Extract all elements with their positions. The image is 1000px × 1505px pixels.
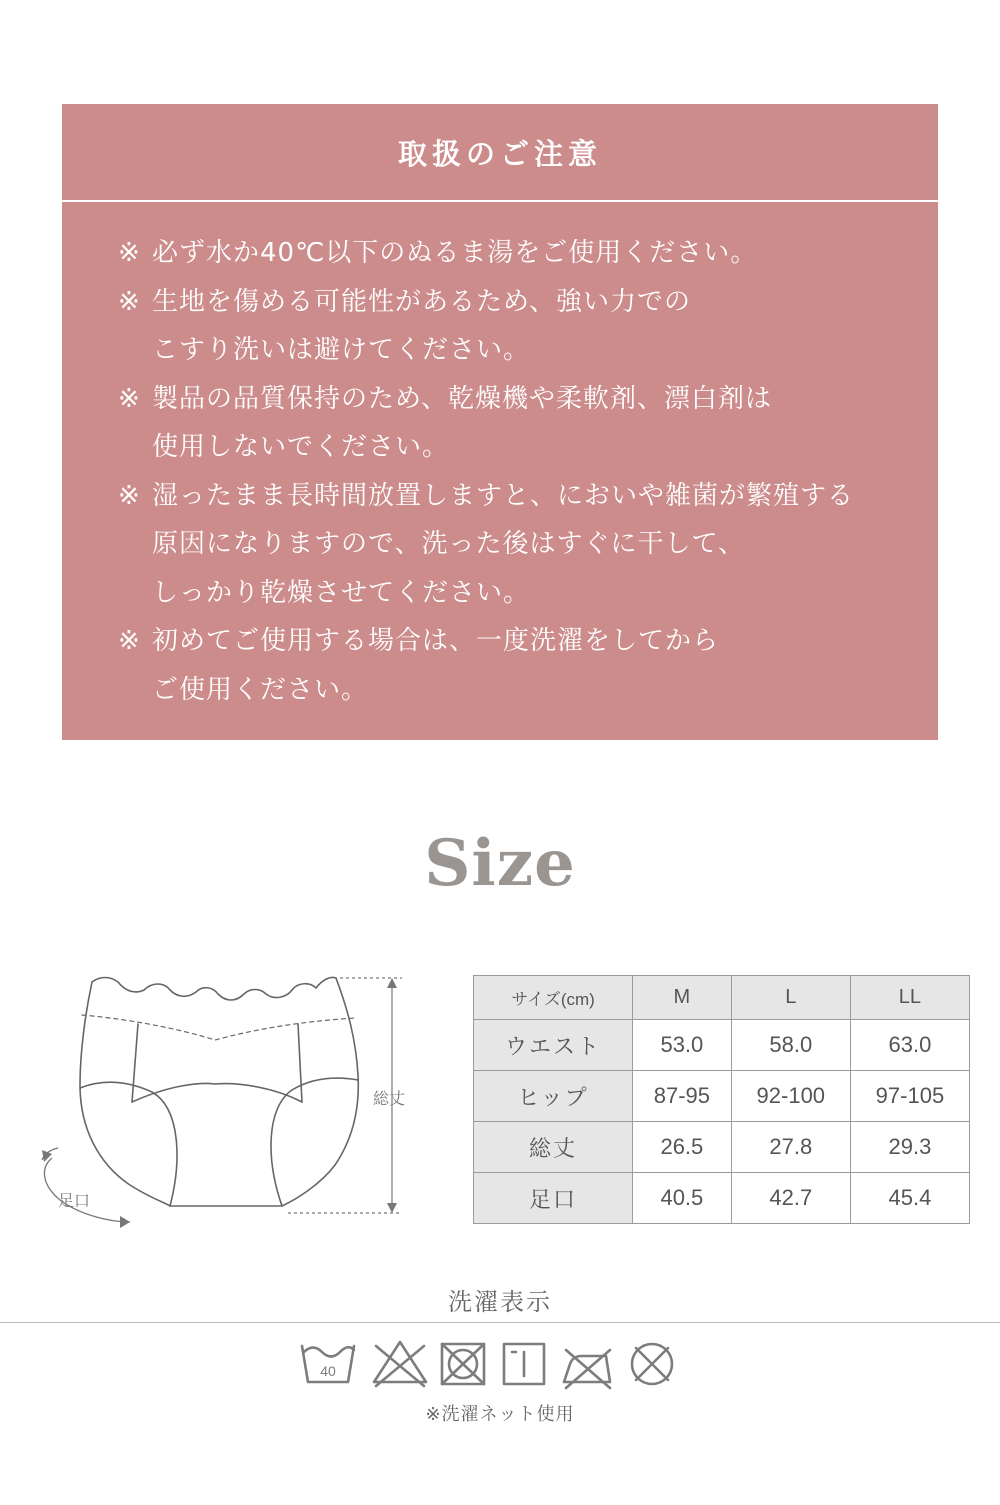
table-cell: 45.4 [850, 1173, 969, 1224]
caution-line: しっかり乾燥させてください。 [152, 577, 531, 608]
caution-mark: ※ [118, 238, 141, 268]
caution-line: 製品の品質保持のため、乾燥機や柔軟剤、漂白剤は [152, 383, 772, 414]
no-bleach-icon [374, 1342, 426, 1386]
table-header-row [474, 976, 970, 1020]
line-dry-icon [504, 1344, 544, 1384]
caution-line: ご使用ください。 [152, 674, 369, 705]
caution-line: 初めてご使用する場合は、一度洗濯をしてから [152, 626, 720, 656]
garment-diagram [30, 960, 430, 1230]
table-row [474, 1173, 970, 1224]
table-cell: 97-105 [850, 1071, 969, 1122]
washing-divider [0, 1322, 1000, 1323]
caution-divider [62, 200, 938, 202]
caution-line: 生地を傷める可能性があるため、強い力での [152, 286, 691, 317]
leg-opening-label: 足口 [58, 1191, 91, 1210]
table-cell: 92-100 [731, 1071, 850, 1122]
caution-mark: ※ [118, 480, 141, 511]
caution-item [118, 617, 854, 714]
caution-line: こすり洗いは避けてください。 [152, 335, 531, 365]
size-table [473, 975, 970, 1224]
table-cell: 87-95 [633, 1071, 732, 1122]
caution-item [118, 278, 854, 375]
table-cell: 42.7 [731, 1173, 850, 1224]
no-dryclean-icon [632, 1344, 672, 1384]
table-cell: 63.0 [850, 1020, 969, 1071]
caution-item [118, 472, 854, 618]
caution-mark: ※ [118, 286, 141, 317]
table-cell: 26.5 [633, 1122, 732, 1173]
caution-mark: ※ [118, 626, 141, 656]
caution-line: 湿ったまま長時間放置しますと、においや雑菌が繁殖する [152, 480, 855, 511]
table-column-header: M [633, 976, 732, 1020]
caution-item [118, 375, 854, 472]
table-cell: 53.0 [633, 1020, 732, 1071]
gentle-iron-crossed-icon [564, 1350, 610, 1388]
caution-line: 原因になりますので、洗った後はすぐに干して、 [152, 529, 745, 559]
caution-line: 必ず水か40℃以下のぬるま湯をご使用ください。 [152, 238, 758, 268]
wash-temperature: 40 [320, 1363, 336, 1379]
washing-title: 洗濯表示 [448, 1288, 552, 1316]
wash-40-tub-icon [302, 1346, 354, 1382]
table-cell: 29.3 [850, 1122, 969, 1173]
size-heading: Size [424, 826, 576, 901]
caution-list [118, 229, 854, 714]
table-column-header: LL [850, 976, 969, 1020]
table-row [474, 1122, 970, 1173]
caution-line: 使用しないでください。 [152, 432, 450, 462]
table-row-label: ウエスト [474, 1020, 633, 1071]
washing-icons [300, 1336, 690, 1394]
washing-note: ※洗濯ネット使用 [425, 1404, 575, 1425]
caution-mark: ※ [118, 383, 141, 414]
table-cell: 58.0 [731, 1020, 850, 1071]
caution-title: 取扱のご注意 [397, 137, 602, 171]
total-length-label: 総丈 [373, 1089, 406, 1108]
table-row-label: 総丈 [474, 1122, 633, 1173]
table-corner-cell: サイズ(cm) [474, 976, 633, 1020]
table-row [474, 1071, 970, 1122]
table-row [474, 1020, 970, 1071]
caution-box [62, 104, 938, 740]
table-column-header: L [731, 976, 850, 1020]
table-row-label: 足口 [474, 1173, 633, 1224]
table-cell: 27.8 [731, 1122, 850, 1173]
table-cell: 40.5 [633, 1173, 732, 1224]
no-tumble-dry-icon [442, 1344, 484, 1384]
caution-item [118, 229, 854, 278]
table-row-label: ヒップ [474, 1071, 633, 1122]
